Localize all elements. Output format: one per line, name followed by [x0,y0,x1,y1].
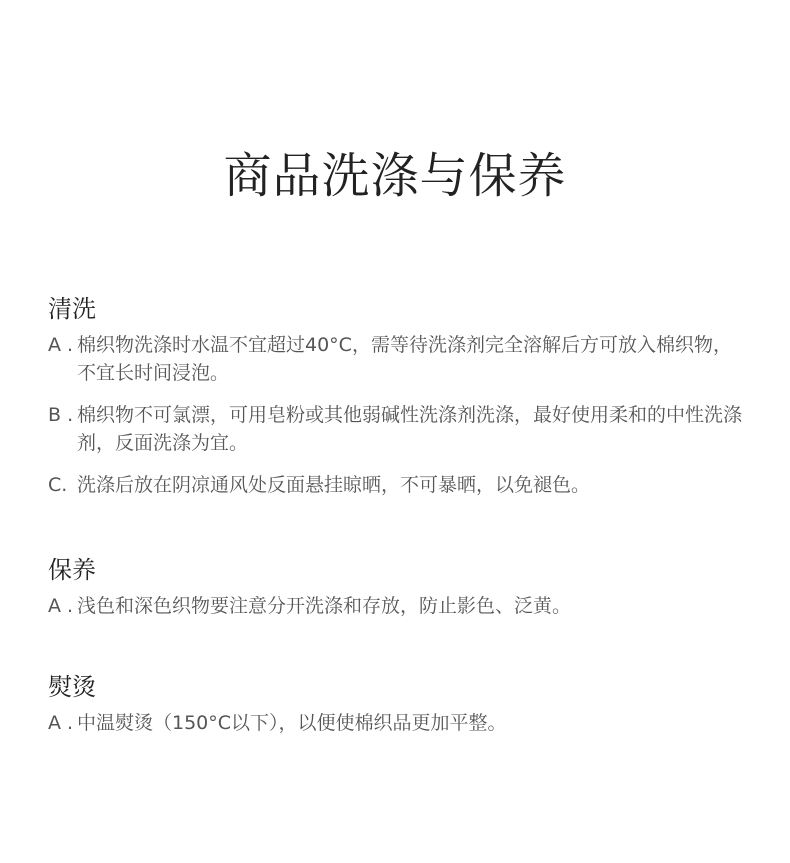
list-item [48,709,748,737]
section-cleaning [48,293,748,513]
section-heading-ironing: 熨烫 [48,673,96,701]
item-text: 棉织物不可氯漂，可用皂粉或其他弱碱性洗涤剂洗涤，最好使用柔和的中性洗涤剂，反面洗涤为宜。 [77,404,743,454]
list-item [48,592,748,620]
item-text: 浅色和深色织物要注意分开洗涤和存放，防止影色、泛黄。 [77,595,572,617]
item-text: 中温熨烫（150°C以下），以便使棉织品更加平整。 [77,712,507,734]
item-marker: B . [48,404,74,426]
item-marker: C. [48,474,68,496]
list-item [48,471,748,499]
section-ironing [48,671,748,751]
item-marker: A . [48,712,74,734]
item-marker: A . [48,595,74,617]
item-marker: A . [48,334,74,356]
item-text: 棉织物洗涤时水温不宜超过40°C，需等待洗涤剂完全溶解后方可放入棉织物，不宜长时间浸泡。 [77,334,732,384]
page-title: 商品洗涤与保养 [223,148,567,205]
list-item [48,401,748,457]
section-heading-cleaning: 清洗 [48,295,96,323]
item-text: 洗涤后放在阴凉通风处反面悬挂晾晒，不可暴晒，以免褪色。 [77,474,591,496]
section-heading-care: 保养 [48,556,96,584]
list-item [48,331,748,387]
section-care [48,554,748,634]
